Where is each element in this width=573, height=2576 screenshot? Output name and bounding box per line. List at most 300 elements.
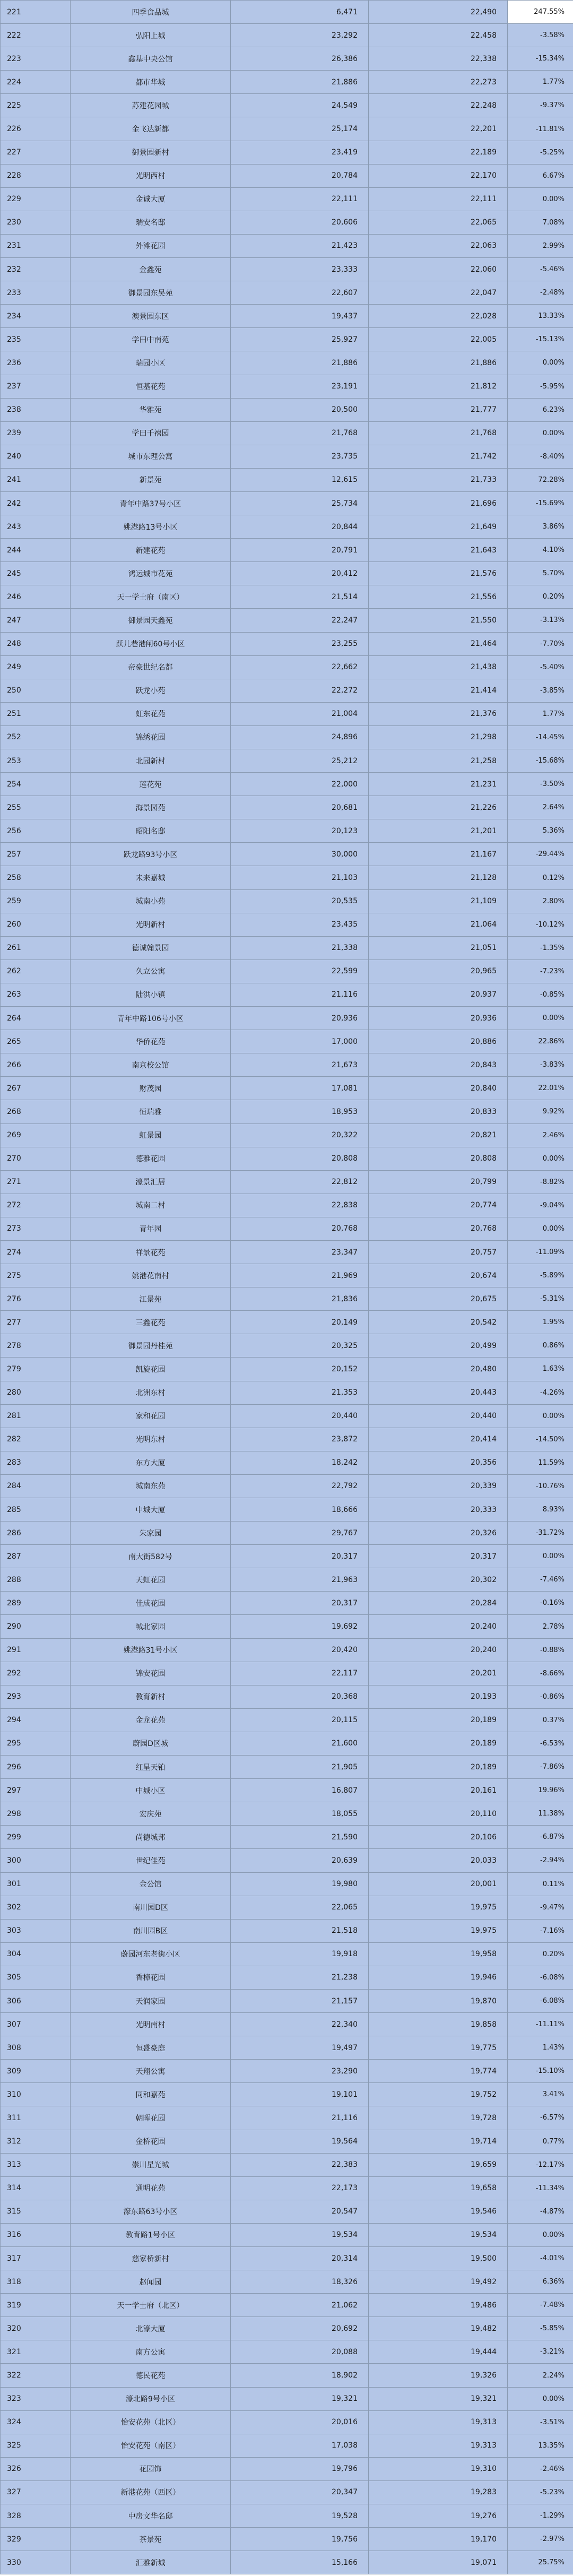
price-cell: 20,123 bbox=[231, 819, 369, 843]
community-name-cell: 财茂园 bbox=[71, 1077, 231, 1100]
previous-price-cell: 20,339 bbox=[369, 1474, 508, 1498]
community-name-cell: 华侨花苑 bbox=[71, 1030, 231, 1053]
change-percent-cell: -6.53% bbox=[508, 1732, 573, 1755]
change-percent-cell: 9.92% bbox=[508, 1100, 573, 1123]
community-name-cell: 花园饰 bbox=[71, 2457, 231, 2480]
price-cell: 25,927 bbox=[231, 328, 369, 351]
price-cell: 21,116 bbox=[231, 983, 369, 1006]
rank-cell: 330 bbox=[1, 2551, 71, 2574]
community-name-cell: 御景园新村 bbox=[71, 141, 231, 164]
change-percent-cell: -2.97% bbox=[508, 2528, 573, 2551]
price-cell: 21,886 bbox=[231, 351, 369, 375]
community-name-cell: 天虹花园 bbox=[71, 1568, 231, 1592]
table-row bbox=[1, 2480, 573, 2504]
previous-price-cell: 21,556 bbox=[369, 585, 508, 609]
previous-price-cell: 21,376 bbox=[369, 702, 508, 725]
community-name-cell: 濠北路9号小区 bbox=[71, 2387, 231, 2410]
change-percent-cell: -4.01% bbox=[508, 2247, 573, 2270]
community-name-cell: 鑫基中央公馆 bbox=[71, 47, 231, 71]
previous-price-cell: 20,001 bbox=[369, 1872, 508, 1896]
community-name-cell: 朱家园 bbox=[71, 1522, 231, 1545]
change-percent-cell: 0.00% bbox=[508, 1545, 573, 1568]
table-row bbox=[1, 1498, 573, 1522]
community-name-cell: 宏庆苑 bbox=[71, 1802, 231, 1826]
change-percent-cell: -10.76% bbox=[508, 1474, 573, 1498]
rank-cell: 324 bbox=[1, 2410, 71, 2434]
previous-price-cell: 21,226 bbox=[369, 796, 508, 819]
previous-price-cell: 20,774 bbox=[369, 1194, 508, 1217]
table-row bbox=[1, 655, 573, 679]
previous-price-cell: 20,106 bbox=[369, 1826, 508, 1849]
previous-price-cell: 19,975 bbox=[369, 1919, 508, 1942]
rank-cell: 326 bbox=[1, 2457, 71, 2480]
price-cell: 20,322 bbox=[231, 1123, 369, 1147]
price-cell: 23,735 bbox=[231, 445, 369, 468]
previous-price-cell: 21,742 bbox=[369, 445, 508, 468]
previous-price-cell: 20,189 bbox=[369, 1756, 508, 1779]
table-row bbox=[1, 632, 573, 655]
rank-cell: 227 bbox=[1, 141, 71, 164]
community-name-cell: 恒盛豪庭 bbox=[71, 2036, 231, 2060]
table-row bbox=[1, 1685, 573, 1708]
rank-cell: 264 bbox=[1, 1007, 71, 1030]
price-cell: 22,662 bbox=[231, 655, 369, 679]
previous-price-cell: 19,486 bbox=[369, 2294, 508, 2317]
table-row bbox=[1, 2410, 573, 2434]
price-cell: 22,000 bbox=[231, 773, 369, 796]
price-cell: 20,681 bbox=[231, 796, 369, 819]
price-cell: 20,314 bbox=[231, 2247, 369, 2270]
community-name-cell: 城南小苑 bbox=[71, 889, 231, 913]
change-percent-cell: -6.57% bbox=[508, 2106, 573, 2130]
change-percent-cell: -5.85% bbox=[508, 2317, 573, 2340]
price-cell: 24,549 bbox=[231, 94, 369, 117]
change-percent-cell: -7.70% bbox=[508, 632, 573, 655]
rank-cell: 299 bbox=[1, 1826, 71, 1849]
community-name-cell: 尚德城邦 bbox=[71, 1826, 231, 1849]
price-cell: 18,055 bbox=[231, 1802, 369, 1826]
change-percent-cell: -5.89% bbox=[508, 1264, 573, 1287]
table-row bbox=[1, 1708, 573, 1732]
previous-price-cell: 21,128 bbox=[369, 866, 508, 889]
table-row bbox=[1, 1123, 573, 1147]
community-name-cell: 德民花苑 bbox=[71, 2364, 231, 2387]
rank-cell: 237 bbox=[1, 375, 71, 398]
rank-cell: 311 bbox=[1, 2106, 71, 2130]
change-percent-cell: -0.85% bbox=[508, 983, 573, 1006]
community-name-cell: 跃龙小苑 bbox=[71, 679, 231, 702]
price-cell: 16,807 bbox=[231, 1779, 369, 1802]
change-percent-cell: -6.08% bbox=[508, 1989, 573, 2012]
previous-price-cell: 20,843 bbox=[369, 1053, 508, 1077]
previous-price-cell: 21,464 bbox=[369, 632, 508, 655]
rank-cell: 294 bbox=[1, 1708, 71, 1732]
community-name-cell: 汇雅新城 bbox=[71, 2551, 231, 2574]
community-name-cell: 怡安花苑（北区） bbox=[71, 2410, 231, 2434]
previous-price-cell: 19,546 bbox=[369, 2200, 508, 2223]
change-percent-cell: -2.48% bbox=[508, 281, 573, 305]
change-percent-cell: 2.46% bbox=[508, 1123, 573, 1147]
price-cell: 22,792 bbox=[231, 1474, 369, 1498]
change-percent-cell: 0.00% bbox=[508, 1217, 573, 1240]
price-cell: 20,440 bbox=[231, 1404, 369, 1428]
previous-price-cell: 20,542 bbox=[369, 1311, 508, 1334]
change-percent-cell: 0.00% bbox=[508, 1147, 573, 1170]
rank-cell: 246 bbox=[1, 585, 71, 609]
community-name-cell: 海景园苑 bbox=[71, 796, 231, 819]
table-row bbox=[1, 1942, 573, 1966]
change-percent-cell: 3.41% bbox=[508, 2083, 573, 2106]
rank-cell: 322 bbox=[1, 2364, 71, 2387]
change-percent-cell: 6.23% bbox=[508, 398, 573, 421]
table-row bbox=[1, 117, 573, 141]
price-cell: 21,238 bbox=[231, 1966, 369, 1989]
change-percent-cell: 3.86% bbox=[508, 515, 573, 539]
price-cell: 22,599 bbox=[231, 959, 369, 983]
previous-price-cell: 22,458 bbox=[369, 24, 508, 47]
rank-cell: 254 bbox=[1, 773, 71, 796]
rank-cell: 265 bbox=[1, 1030, 71, 1053]
table-row bbox=[1, 749, 573, 773]
change-percent-cell: 8.93% bbox=[508, 1498, 573, 1522]
change-percent-cell: -5.40% bbox=[508, 655, 573, 679]
community-name-cell: 鸿运城市花苑 bbox=[71, 562, 231, 585]
price-cell: 30,000 bbox=[231, 843, 369, 866]
change-percent-cell: 19.96% bbox=[508, 1779, 573, 1802]
previous-price-cell: 19,071 bbox=[369, 2551, 508, 2574]
change-percent-cell: -15.10% bbox=[508, 2060, 573, 2083]
price-cell: 22,065 bbox=[231, 1896, 369, 1919]
community-name-cell: 城南东苑 bbox=[71, 1474, 231, 1498]
community-name-cell: 光明西村 bbox=[71, 164, 231, 187]
rank-cell: 229 bbox=[1, 187, 71, 211]
previous-price-cell: 20,499 bbox=[369, 1334, 508, 1358]
previous-price-cell: 20,317 bbox=[369, 1545, 508, 1568]
change-percent-cell: -2.94% bbox=[508, 1849, 573, 1872]
table-row bbox=[1, 211, 573, 234]
change-percent-cell: -7.23% bbox=[508, 959, 573, 983]
table-row bbox=[1, 24, 573, 47]
table-row bbox=[1, 2200, 573, 2223]
rank-cell: 247 bbox=[1, 609, 71, 632]
table-row bbox=[1, 1264, 573, 1287]
previous-price-cell: 20,284 bbox=[369, 1592, 508, 1615]
previous-price-cell: 19,500 bbox=[369, 2247, 508, 2270]
previous-price-cell: 21,576 bbox=[369, 562, 508, 585]
table-row bbox=[1, 2551, 573, 2574]
rank-cell: 230 bbox=[1, 211, 71, 234]
price-cell: 29,767 bbox=[231, 1522, 369, 1545]
previous-price-cell: 22,063 bbox=[369, 234, 508, 257]
change-percent-cell: -2.46% bbox=[508, 2457, 573, 2480]
rank-cell: 244 bbox=[1, 539, 71, 562]
previous-price-cell: 19,482 bbox=[369, 2317, 508, 2340]
change-percent-cell: -5.31% bbox=[508, 1287, 573, 1311]
table-row bbox=[1, 281, 573, 305]
price-cell: 20,149 bbox=[231, 1311, 369, 1334]
price-cell: 24,896 bbox=[231, 725, 369, 749]
change-percent-cell: -3.58% bbox=[508, 24, 573, 47]
change-percent-cell: 2.80% bbox=[508, 889, 573, 913]
price-cell: 17,081 bbox=[231, 1077, 369, 1100]
community-name-cell: 家和花园 bbox=[71, 1404, 231, 1428]
rank-cell: 273 bbox=[1, 1217, 71, 1240]
price-cell: 20,936 bbox=[231, 1007, 369, 1030]
change-percent-cell: 247.55% bbox=[508, 1, 573, 24]
rank-cell: 306 bbox=[1, 1989, 71, 2012]
price-cell: 19,321 bbox=[231, 2387, 369, 2410]
community-name-cell: 赵闻园 bbox=[71, 2270, 231, 2294]
price-cell: 22,383 bbox=[231, 2153, 369, 2176]
change-percent-cell: 13.33% bbox=[508, 305, 573, 328]
table-row bbox=[1, 2434, 573, 2457]
community-name-cell: 天翔公寓 bbox=[71, 2060, 231, 2083]
table-row bbox=[1, 141, 573, 164]
rank-cell: 300 bbox=[1, 1849, 71, 1872]
previous-price-cell: 22,273 bbox=[369, 71, 508, 94]
previous-price-cell: 21,550 bbox=[369, 609, 508, 632]
previous-price-cell: 19,728 bbox=[369, 2106, 508, 2130]
change-percent-cell: -0.86% bbox=[508, 1685, 573, 1708]
table-row bbox=[1, 983, 573, 1006]
price-cell: 20,692 bbox=[231, 2317, 369, 2340]
community-name-cell: 御景园东吴苑 bbox=[71, 281, 231, 305]
community-name-cell: 恒基花苑 bbox=[71, 375, 231, 398]
price-cell: 19,528 bbox=[231, 2504, 369, 2528]
rank-cell: 270 bbox=[1, 1147, 71, 1170]
previous-price-cell: 21,109 bbox=[369, 889, 508, 913]
rank-cell: 238 bbox=[1, 398, 71, 421]
table-row bbox=[1, 2223, 573, 2246]
price-cell: 22,272 bbox=[231, 679, 369, 702]
previous-price-cell: 22,189 bbox=[369, 141, 508, 164]
rank-cell: 296 bbox=[1, 1756, 71, 1779]
table-row bbox=[1, 1826, 573, 1849]
previous-price-cell: 20,333 bbox=[369, 1498, 508, 1522]
price-cell: 21,905 bbox=[231, 1756, 369, 1779]
rank-cell: 325 bbox=[1, 2434, 71, 2457]
table-row bbox=[1, 1311, 573, 1334]
table-row bbox=[1, 539, 573, 562]
rank-cell: 304 bbox=[1, 1942, 71, 1966]
change-percent-cell: -11.34% bbox=[508, 2176, 573, 2200]
rank-cell: 240 bbox=[1, 445, 71, 468]
rank-cell: 317 bbox=[1, 2247, 71, 2270]
change-percent-cell: -4.26% bbox=[508, 1381, 573, 1404]
table-row bbox=[1, 351, 573, 375]
change-percent-cell: 11.38% bbox=[508, 1802, 573, 1826]
change-percent-cell: -5.46% bbox=[508, 258, 573, 281]
community-name-cell: 金公馆 bbox=[71, 1872, 231, 1896]
price-cell: 21,886 bbox=[231, 71, 369, 94]
previous-price-cell: 20,240 bbox=[369, 1638, 508, 1662]
price-cell: 21,518 bbox=[231, 1919, 369, 1942]
table-row bbox=[1, 796, 573, 819]
community-name-cell: 香樟花园 bbox=[71, 1966, 231, 1989]
price-cell: 21,338 bbox=[231, 936, 369, 959]
table-row bbox=[1, 889, 573, 913]
previous-price-cell: 19,283 bbox=[369, 2480, 508, 2504]
table-row bbox=[1, 1919, 573, 1942]
price-cell: 20,325 bbox=[231, 1334, 369, 1358]
price-cell: 20,152 bbox=[231, 1358, 369, 1381]
rank-cell: 248 bbox=[1, 632, 71, 655]
rank-cell: 233 bbox=[1, 281, 71, 305]
table-row bbox=[1, 1989, 573, 2012]
previous-price-cell: 21,201 bbox=[369, 819, 508, 843]
previous-price-cell: 21,414 bbox=[369, 679, 508, 702]
previous-price-cell: 21,886 bbox=[369, 351, 508, 375]
change-percent-cell: -12.17% bbox=[508, 2153, 573, 2176]
price-cell: 20,420 bbox=[231, 1638, 369, 1662]
previous-price-cell: 20,937 bbox=[369, 983, 508, 1006]
previous-price-cell: 20,440 bbox=[369, 1404, 508, 1428]
table-row bbox=[1, 2270, 573, 2294]
table-row bbox=[1, 305, 573, 328]
price-cell: 19,980 bbox=[231, 1872, 369, 1896]
rank-cell: 255 bbox=[1, 796, 71, 819]
table-row bbox=[1, 94, 573, 117]
table-row bbox=[1, 1100, 573, 1123]
rank-cell: 243 bbox=[1, 515, 71, 539]
rank-cell: 263 bbox=[1, 983, 71, 1006]
previous-price-cell: 19,659 bbox=[369, 2153, 508, 2176]
change-percent-cell: -4.87% bbox=[508, 2200, 573, 2223]
rank-cell: 260 bbox=[1, 913, 71, 936]
community-name-cell: 御景园天鑫苑 bbox=[71, 609, 231, 632]
change-percent-cell: -7.86% bbox=[508, 1756, 573, 1779]
change-percent-cell: -3.85% bbox=[508, 679, 573, 702]
previous-price-cell: 19,858 bbox=[369, 2013, 508, 2036]
change-percent-cell: -3.21% bbox=[508, 2340, 573, 2364]
change-percent-cell: 0.00% bbox=[508, 187, 573, 211]
table-row bbox=[1, 913, 573, 936]
community-name-cell: 姚港路31号小区 bbox=[71, 1638, 231, 1662]
change-percent-cell: 1.95% bbox=[508, 1311, 573, 1334]
change-percent-cell: -7.48% bbox=[508, 2294, 573, 2317]
table-row bbox=[1, 2247, 573, 2270]
rank-cell: 297 bbox=[1, 1779, 71, 1802]
price-cell: 22,173 bbox=[231, 2176, 369, 2200]
community-name-cell: 城北家园 bbox=[71, 1615, 231, 1638]
community-name-cell: 中城小区 bbox=[71, 1779, 231, 1802]
table-row bbox=[1, 2340, 573, 2364]
change-percent-cell: 0.00% bbox=[508, 1007, 573, 1030]
community-name-cell: 茶景苑 bbox=[71, 2528, 231, 2551]
community-name-cell: 慈家桥新村 bbox=[71, 2247, 231, 2270]
community-name-cell: 弘阳上城 bbox=[71, 24, 231, 47]
price-cell: 19,692 bbox=[231, 1615, 369, 1638]
previous-price-cell: 19,958 bbox=[369, 1942, 508, 1966]
community-name-cell: 中城大厦 bbox=[71, 1498, 231, 1522]
rank-cell: 278 bbox=[1, 1334, 71, 1358]
price-cell: 21,103 bbox=[231, 866, 369, 889]
rank-cell: 289 bbox=[1, 1592, 71, 1615]
change-percent-cell: -29.44% bbox=[508, 843, 573, 866]
change-percent-cell: -5.95% bbox=[508, 375, 573, 398]
community-name-cell: 跃儿巷港闸60号小区 bbox=[71, 632, 231, 655]
rank-cell: 272 bbox=[1, 1194, 71, 1217]
table-row bbox=[1, 702, 573, 725]
table-row bbox=[1, 1615, 573, 1638]
change-percent-cell: -3.13% bbox=[508, 609, 573, 632]
previous-price-cell: 19,774 bbox=[369, 2060, 508, 2083]
table-row bbox=[1, 2317, 573, 2340]
community-name-cell: 华雅苑 bbox=[71, 398, 231, 421]
rank-cell: 293 bbox=[1, 1685, 71, 1708]
table-row bbox=[1, 1872, 573, 1896]
change-percent-cell: 1.77% bbox=[508, 702, 573, 725]
rank-cell: 309 bbox=[1, 2060, 71, 2083]
price-cell: 23,435 bbox=[231, 913, 369, 936]
table-row bbox=[1, 491, 573, 515]
price-cell: 22,340 bbox=[231, 2013, 369, 2036]
change-percent-cell: -9.04% bbox=[508, 1194, 573, 1217]
community-name-cell: 新景苑 bbox=[71, 468, 231, 491]
price-cell: 20,606 bbox=[231, 211, 369, 234]
community-name-cell: 昭阳名邸 bbox=[71, 819, 231, 843]
price-cell: 23,347 bbox=[231, 1240, 369, 1264]
change-percent-cell: -14.45% bbox=[508, 725, 573, 749]
price-cell: 21,157 bbox=[231, 1989, 369, 2012]
rank-cell: 285 bbox=[1, 1498, 71, 1522]
change-percent-cell: -3.51% bbox=[508, 2410, 573, 2434]
table-row bbox=[1, 866, 573, 889]
rank-cell: 251 bbox=[1, 702, 71, 725]
table-row bbox=[1, 1966, 573, 1989]
price-cell: 20,088 bbox=[231, 2340, 369, 2364]
community-name-cell: 朝晖花园 bbox=[71, 2106, 231, 2130]
previous-price-cell: 22,248 bbox=[369, 94, 508, 117]
rank-cell: 257 bbox=[1, 843, 71, 866]
change-percent-cell: -6.87% bbox=[508, 1826, 573, 1849]
community-name-cell: 金飞达新都 bbox=[71, 117, 231, 141]
price-cell: 20,808 bbox=[231, 1147, 369, 1170]
previous-price-cell: 20,808 bbox=[369, 1147, 508, 1170]
rank-cell: 284 bbox=[1, 1474, 71, 1498]
price-cell: 19,796 bbox=[231, 2457, 369, 2480]
price-cell: 12,615 bbox=[231, 468, 369, 491]
previous-price-cell: 20,480 bbox=[369, 1358, 508, 1381]
rank-cell: 245 bbox=[1, 562, 71, 585]
table-row bbox=[1, 468, 573, 491]
table-row bbox=[1, 47, 573, 71]
table-row bbox=[1, 936, 573, 959]
rank-cell: 287 bbox=[1, 1545, 71, 1568]
rank-cell: 291 bbox=[1, 1638, 71, 1662]
price-cell: 21,768 bbox=[231, 421, 369, 445]
price-cell: 23,333 bbox=[231, 258, 369, 281]
community-name-cell: 教育路1号小区 bbox=[71, 2223, 231, 2246]
table-row bbox=[1, 1802, 573, 1826]
price-cell: 20,115 bbox=[231, 1708, 369, 1732]
price-cell: 22,838 bbox=[231, 1194, 369, 1217]
rank-cell: 305 bbox=[1, 1966, 71, 1989]
table-row bbox=[1, 2457, 573, 2480]
rank-cell: 281 bbox=[1, 1404, 71, 1428]
community-name-cell: 祥景花苑 bbox=[71, 1240, 231, 1264]
community-name-cell: 恒瑞雅 bbox=[71, 1100, 231, 1123]
table-row bbox=[1, 2083, 573, 2106]
price-cell: 23,290 bbox=[231, 2060, 369, 2083]
community-name-cell: 北园新村 bbox=[71, 749, 231, 773]
rank-cell: 323 bbox=[1, 2387, 71, 2410]
price-cell: 22,111 bbox=[231, 187, 369, 211]
table-row bbox=[1, 1568, 573, 1592]
price-cell: 17,000 bbox=[231, 1030, 369, 1053]
previous-price-cell: 22,170 bbox=[369, 164, 508, 187]
change-percent-cell: 0.77% bbox=[508, 2130, 573, 2153]
